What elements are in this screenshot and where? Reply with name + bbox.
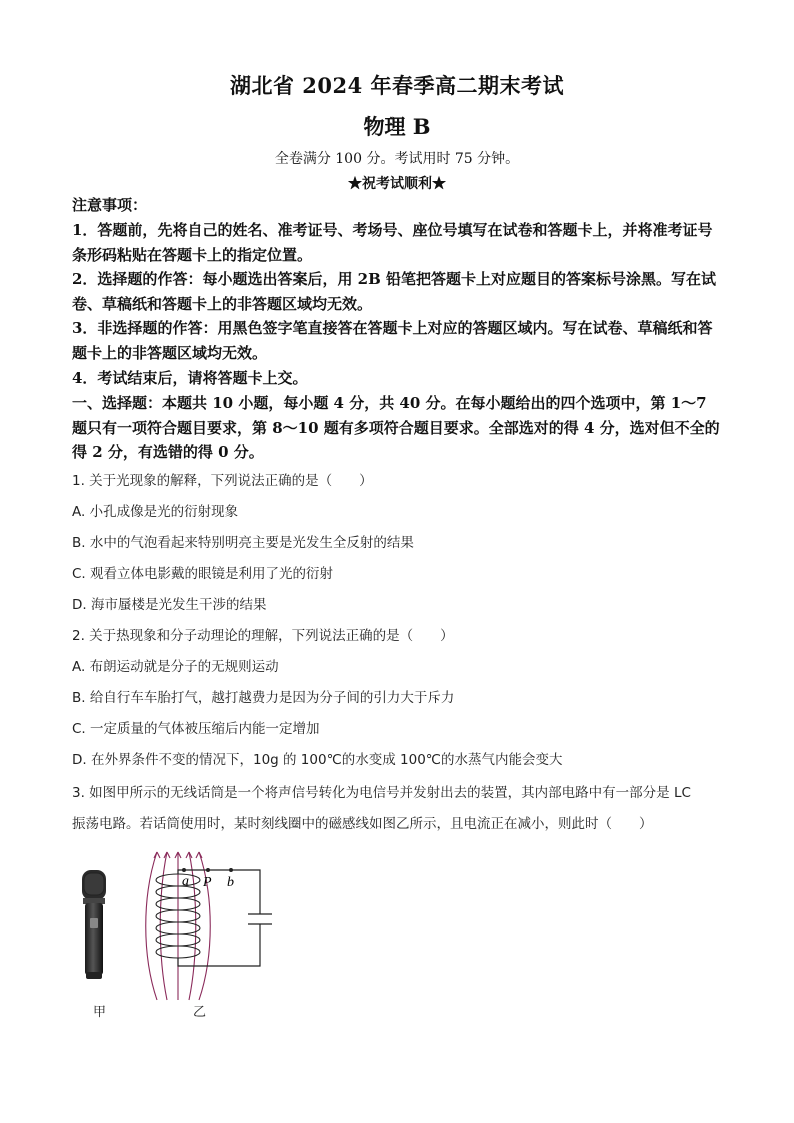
section1-heading: 一、选择题：本题共 10 小题，每小题 4 分，共 40 分。在每小题给出的四个选项中，第 1～7 题只有一项符合题目要求，第 8～10 题有多项符合题目要求。全部选对的得 4 分，选对但不全的得 2 分，有选错的得 0 分。 — [72, 394, 720, 461]
lc-circuit-figure — [120, 846, 280, 1006]
q1-option-c: C. 观看立体电影戴的眼镜是利用了光的衍射 — [72, 566, 334, 582]
notice-item-3: 3．非选择题的作答：用黑色签字笔直接答在答题卡上对应的答题区域内。写在试卷、草稿纸和答题卡上的非答题区域均无效。 — [72, 319, 713, 362]
label-p: P — [203, 875, 212, 890]
node-b — [229, 868, 233, 872]
node-a — [182, 868, 186, 872]
q3-stem-line-1: 3. 如图甲所示的无线话筒是一个将声信号转化为电信号并发射出去的装置，其内部电路中有一部分是 LC — [72, 785, 691, 801]
q2-stem: 2. 关于热现象和分子动理论的理解，下列说法正确的是（ ） — [72, 628, 454, 644]
exam-subtitle: 物理 B — [363, 114, 431, 139]
q1-option-a: A. 小孔成像是光的衍射现象 — [72, 504, 239, 520]
q1-option-d: D. 海市蜃楼是光发生干涉的结果 — [72, 597, 267, 613]
q2-option-a: A. 布朗运动就是分子的无规则运动 — [72, 659, 279, 675]
score-line: 全卷满分 100 分。考试用时 75 分钟。 — [274, 151, 520, 167]
notice-item-2: 2．选择题的作答：每小题选出答案后，用 2B 铅笔把答题卡上对应题目的答案标号涂黑。写在试卷、草稿纸和答题卡上的非答题区域均无效。 — [72, 270, 717, 313]
figure-label-yi: 乙 — [193, 1005, 207, 1020]
label-b: b — [227, 875, 234, 890]
microphone-figure — [74, 868, 114, 984]
q3-stem-line-2: 振荡电路。若话筒使用时，某时刻线圈中的磁感线如图乙所示，且电流正在减小，则此时（ ） — [72, 816, 653, 832]
notice-item-1: 1．答题前，先将自己的姓名、准考证号、考场号、座位号填写在试卷和答题卡上，并将准考证号条形码粘贴在答题卡上的指定位置。 — [72, 221, 713, 264]
q2-option-c: C. 一定质量的气体被压缩后内能一定增加 — [72, 721, 320, 737]
q2-option-d: D. 在外界条件不变的情况下，10g 的 100℃的水变成 100℃的水蒸气内能会变大 — [72, 752, 563, 768]
exam-title: 湖北省 2024 年春季高二期末考试 — [229, 73, 565, 98]
node-p — [206, 868, 210, 872]
microphone-handle — [85, 903, 103, 975]
notice-heading: 注意事项： — [72, 196, 148, 214]
notice-item-4: 4．考试结束后，请将答题卡上交。 — [72, 369, 308, 387]
blessing-line: ★祝考试顺利★ — [348, 176, 446, 192]
figure-label-jia: 甲 — [93, 1005, 107, 1020]
label-a: a — [182, 874, 189, 889]
q1-stem: 1. 关于光现象的解释，下列说法正确的是（ ） — [72, 473, 373, 489]
q2-option-b: B. 给自行车车胎打气，越打越费力是因为分子间的引力大于斥力 — [72, 690, 455, 706]
q1-option-b: B. 水中的气泡看起来特别明亮主要是光发生全反射的结果 — [72, 535, 414, 551]
